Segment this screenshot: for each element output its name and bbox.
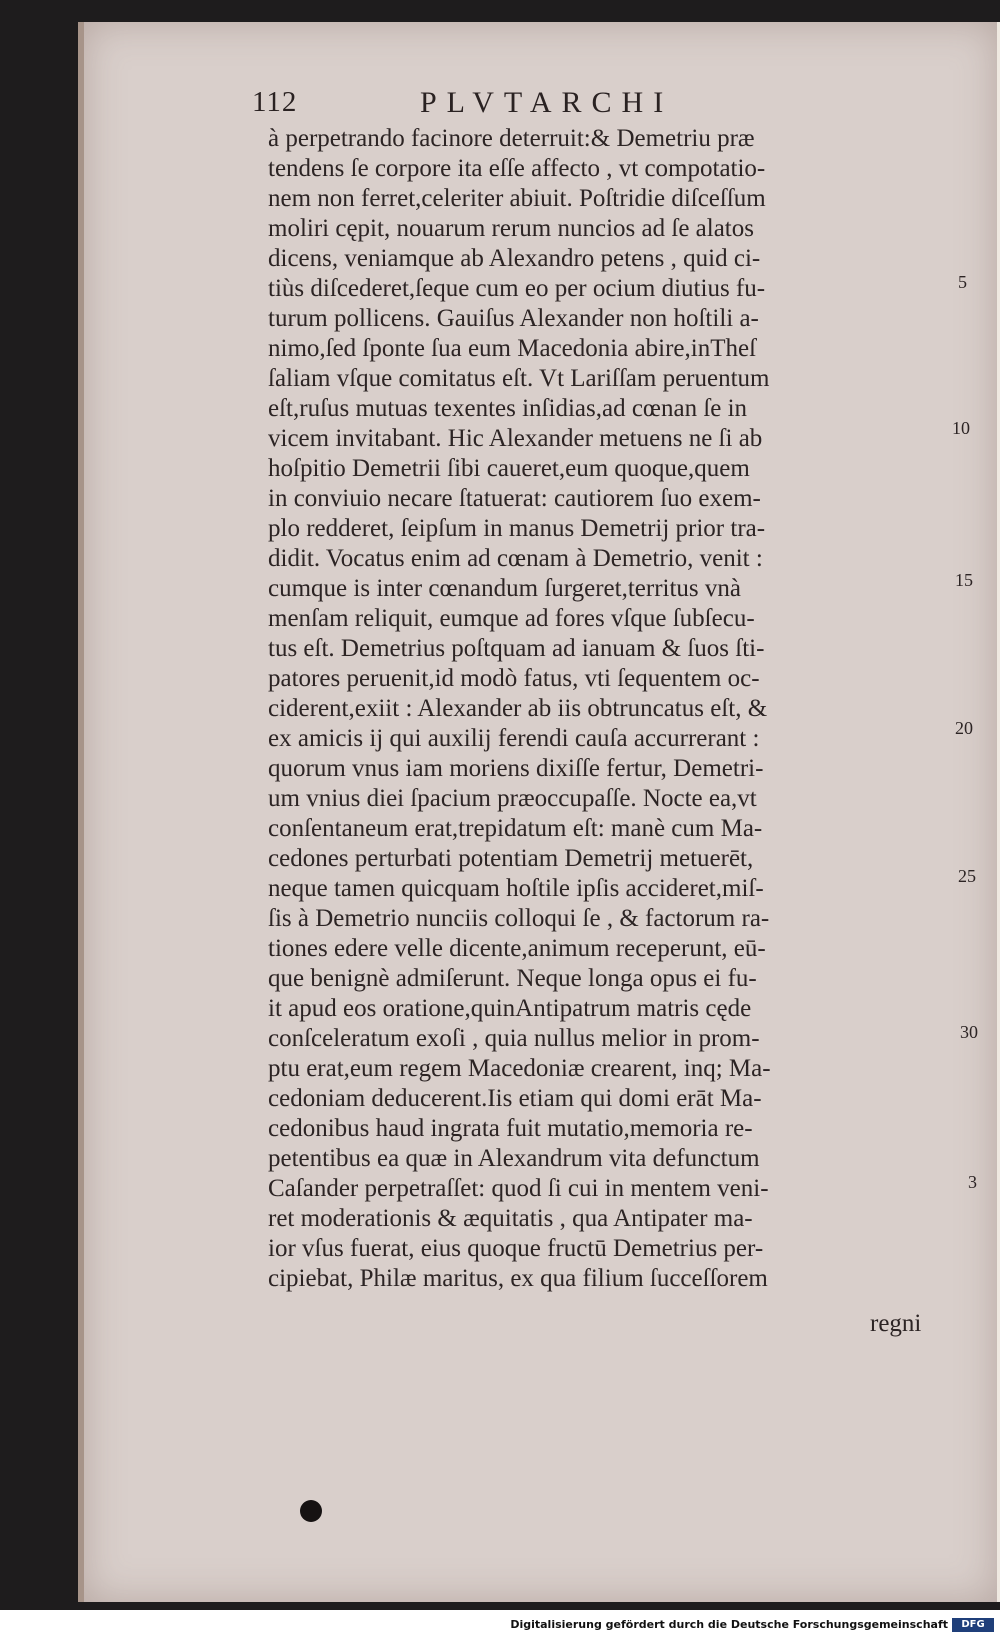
text-line: ſis à Demetrio nunciis colloqui ſe , & factorum ra- [268,905,770,932]
text-line: quorum vnus iam moriens dixiſſe fertur, Demetri- [268,755,764,782]
margin-number: 20 [955,718,973,738]
text-line: didit. Vocatus enim ad cœnam à Demetrio, venit : [268,545,763,572]
text-line: Caſander perpetraſſet: quod ſi cui in mentem veni- [268,1175,769,1202]
text-line: ptu erat,eum regem Macedoniæ crearent, inq; Ma- [268,1055,771,1082]
text-line: cedoniam deducerent.Iis etiam qui domi erāt Ma- [268,1085,762,1112]
text-line: nimo,ſed ſponte ſua eum Macedonia abire,inTheſ [268,335,757,362]
margin-number: 15 [955,570,973,590]
text-line: ex amicis ij qui auxilij ferendi cauſa accurrerant : [268,725,760,752]
text-line: ſaliam vſque comitatus eſt. Vt Lariſſam peruentum [268,365,770,392]
margin-number: 3 [968,1172,977,1192]
text-line: eſt,ruſus mutuas texentes inſidias,ad cœnan ſe in [268,395,748,422]
text-line: dicens, veniamque ab Alexandro petens , quid ci- [268,245,761,272]
dfg-logo: DFG [952,1618,994,1632]
text-line: petentibus ea quæ in Alexandrum vita defunctum [268,1145,760,1172]
text-line: um vnius diei ſpacium præoccupaſſe. Nocte ea,vt [268,785,757,812]
text-line: patores peruenit,id modò fatus, vti ſequentem oc- [268,665,760,692]
catchword: regni [870,1310,922,1337]
text-line: moliri cępit, nouarum rerum nuncios ad ſe alatos [268,215,754,242]
text-line: vicem invitabant. Hic Alexander metuens ne ſi ab [268,425,763,452]
text-block [268,124,908,1294]
margin-number: 10 [952,418,970,438]
text-line: conſceleratum exoſi , quia nullus melior in prom- [268,1025,760,1052]
text-line: cedonibus haud ingrata fuit mutatio,memoria re- [268,1115,753,1142]
text-line: ret moderationis & æquitatis , qua Antipater ma- [268,1205,753,1232]
page-number: 112 [252,86,298,118]
text-line: tendens ſe corpore ita eſſe affecto , vt compotatio- [268,155,766,182]
text-line: ior vſus fuerat, eius quoque fructū Demetrius per- [268,1235,764,1262]
text-line: ciderent,exiit : Alexander ab iis obtruncatus eſt, & [268,695,768,722]
text-line: turum pollicens. Gauiſus Alexander non hoſtili a- [268,305,759,332]
text-line: menſam reliquit, eumque ad fores vſque ſubſecu- [268,605,755,632]
text-line: plo redderet, ſeipſum in manus Demetrij prior tra- [268,515,766,542]
text-line: neque tamen quicquam hoſtile ipſis accideret,miſ- [268,875,764,902]
text-line: conſentaneum erat,trepidatum eſt: manè cum Ma- [268,815,763,842]
margin-number: 5 [958,272,967,292]
text-line: it apud eos oratione,quinAntipatrum matris cęde [268,995,752,1022]
text-line: tiones edere velle dicente,animum receperunt, eū- [268,935,766,962]
text-line: tiùs diſcederet,ſeque cum eo per ocium diutius fu- [268,275,766,302]
text-line: à perpetrando facinore deterruit:& Demetriu præ [268,125,755,152]
text-line: nem non ferret,celeriter abiuit. Poſtridie diſceſſum [268,185,766,212]
text-line: que benignè admiſerunt. Neque longa opus ei fu- [268,965,757,992]
text-line: in conviuio necare ſtatuerat: cautiorem ſuo exem- [268,485,761,512]
text-line: tus eſt. Demetrius poſtquam ad ianuam & ſuos ſti- [268,635,765,662]
margin-number: 30 [960,1022,978,1042]
running-head: PLVTARCHI [420,86,674,119]
ink-spot [300,1500,322,1522]
text-line: cumque is inter cœnandum ſurgeret,territus vnà [268,575,742,602]
text-line: hoſpitio Demetrii ſibi caueret,eum quoque,quem [268,455,750,482]
text-line: cedones perturbati potentiam Demetrij metuerēt, [268,845,754,872]
digitization-credit: Digitalisierung gefördert durch die Deutsche Forschungsgemeinschaft [510,1618,948,1631]
margin-number: 25 [958,866,976,886]
text-line: cipiebat, Philæ maritus, ex qua filium ſucceſſorem [268,1265,768,1292]
